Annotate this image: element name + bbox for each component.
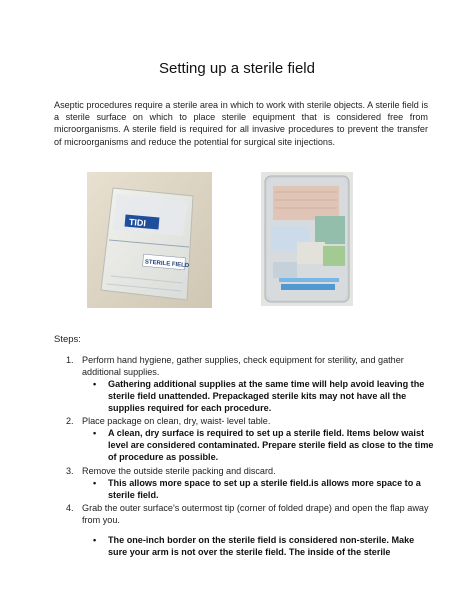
package-label: STERILE FIELD <box>144 259 190 270</box>
step-item <box>54 502 434 526</box>
bullet-glyph: • <box>93 477 97 488</box>
step-note <box>54 379 434 414</box>
step-item <box>54 354 434 378</box>
step-note-text: A clean, dry surface is required to set up a sterile field. Items below waist level are considered contaminated. Prepare sterile field as close to the time of procedure as possible. <box>108 428 434 462</box>
step-number: 3. <box>66 465 74 476</box>
steps-list <box>54 354 434 560</box>
step-number: 2. <box>66 416 74 427</box>
step-number: 4. <box>66 503 74 514</box>
bullet-glyph: • <box>93 379 97 389</box>
step-note <box>54 428 434 463</box>
steps-heading: Steps: <box>54 334 81 345</box>
step-item <box>54 415 434 427</box>
package-brand: TIDI <box>128 216 147 229</box>
step-note <box>54 535 434 559</box>
step-note-text: Gathering additional supplies at the same time will help avoid leaving the sterile field unattended. Prepackaged sterile kits may not have all the supplies required for each procedure. <box>108 379 425 413</box>
bullet-glyph: • <box>93 428 97 439</box>
step-number: 1. <box>66 355 74 365</box>
sterile-kit-illustration <box>261 172 353 306</box>
sterile-kit-contents-photo <box>261 172 353 306</box>
spacer <box>54 527 434 535</box>
step-text: Remove the outside sterile packing and discard. <box>82 465 276 476</box>
sterile-field-package-photo <box>87 172 212 308</box>
intro-paragraph: Aseptic procedures require a sterile area in which to work with sterile objects. A sterile field is a sterile surface on which to place sterile equipment that is considered free from microorganisms. A sterile field is required for all invasive procedures to prevent the transfer of microorganisms and reduce the potential for surgical site injections. <box>54 100 428 147</box>
step-note-text: The one-inch border on the sterile field is considered non-sterile. Make sure your arm is not over the sterile field. The inside of the sterile <box>108 535 415 558</box>
step-text: Grab the outer surface's outermost tip (corner of folded drape) and open the flap away from you. <box>82 503 429 526</box>
step-text: Place package on clean, dry, waist- level table. <box>82 416 271 427</box>
sterile-field-package-illustration <box>87 172 212 308</box>
step-note <box>54 478 434 502</box>
step-text: Perform hand hygiene, gather supplies, check equipment for sterility, and gather additional supplies. <box>82 355 404 377</box>
step-note-text: This allows more space to set up a sterile field.is allows more space to a sterile field. <box>108 477 421 500</box>
page-title: Setting up a sterile field <box>159 60 315 77</box>
step-item <box>54 465 434 477</box>
bullet-glyph: • <box>93 535 97 546</box>
